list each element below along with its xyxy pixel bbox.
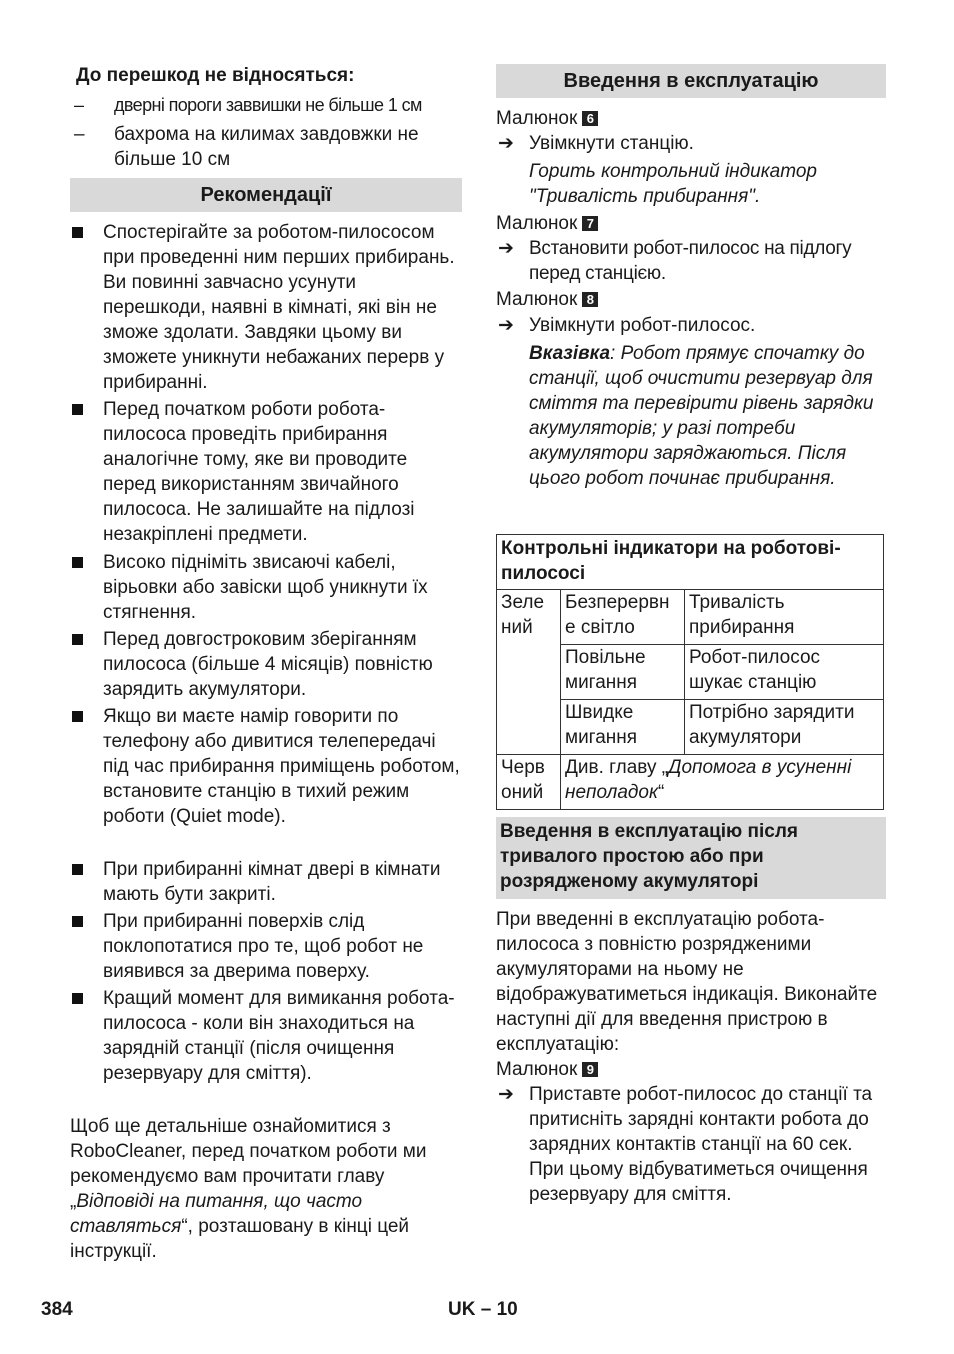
figure-number-badge: 6 bbox=[582, 111, 598, 126]
square-bullet-icon bbox=[72, 916, 83, 927]
figure-number-badge: 7 bbox=[582, 216, 598, 231]
step-item: ➔ Увімкнути станцію. bbox=[498, 133, 694, 154]
indicator-table-title: Контрольні індикатори на роботові-пилососі bbox=[497, 535, 884, 590]
figure-reference: Малюнок 7 bbox=[496, 211, 886, 236]
obstacle-item: – дверні пороги заввишки не більше 1 см bbox=[70, 93, 462, 118]
figure-number-badge: 9 bbox=[582, 1062, 598, 1077]
indicator-color-red: Черв оний bbox=[497, 755, 561, 810]
figure-reference: Малюнок 6 bbox=[496, 106, 886, 131]
indicator-meaning: Робот-пилосос шукає станцію bbox=[685, 645, 884, 700]
indicator-meaning: Потрібно зарядити акумулятори bbox=[685, 700, 884, 755]
dash-marker: – bbox=[74, 124, 85, 145]
note-label: Вказівка bbox=[529, 343, 611, 364]
arrow-right-icon: ➔ bbox=[498, 1084, 514, 1105]
indicator-table bbox=[496, 534, 884, 810]
square-bullet-icon bbox=[72, 711, 83, 722]
note-block: Вказівка: Робот прямує спочатку до станції, щоб очистити резервуар для сміття та перевірити рівень зарядки акумуляторів; у разі потреби акумулятори заряджаються. Після цього робот починає прибирання. bbox=[529, 343, 874, 489]
page-number: 384 bbox=[41, 1299, 73, 1320]
indicator-mode: Швидке мигання bbox=[561, 700, 685, 755]
square-bullet-icon bbox=[72, 864, 83, 875]
figure-reference: Малюнок 8 bbox=[496, 287, 886, 312]
recommendation-item: При прибиранні кімнат двері в кімнати мають бути закриті. bbox=[70, 857, 462, 907]
section-label: UK – 10 bbox=[448, 1299, 518, 1320]
step-item: ➔ Увімкнути робот-пилосос. bbox=[498, 315, 756, 336]
indicator-color-green: Зеле ний bbox=[497, 590, 561, 755]
recommendation-item: Кращий момент для вимикання робота-пилососа - коли він знаходиться на зарядній станції (після очищення резервуару для сміття). bbox=[70, 986, 462, 1086]
recommendation-item: Якщо ви маєте намір говорити по телефону або дивитися телепередачі під час прибирання приміщень роботом, встановите станцію в тихий режим роботи (Quiet mode). bbox=[70, 704, 462, 829]
step-item: ➔ Приставте робот-пилосос до станції та притисніть зарядні контакти робота до зарядних контактів станції на 60 сек. При цьому відбуватиметься очищення резервуару для сміття. bbox=[498, 1084, 873, 1205]
indicator-mode: Повільне мигання bbox=[561, 645, 685, 700]
figure-number-badge: 8 bbox=[582, 292, 598, 307]
restart-paragraph: При введенні в експлуатацію робота-пилососа з повністю розрядженими акумуляторами на ньому не відображуватиметься індикація. Виконайте наступні дії для введення пристрою в експлуатацію: bbox=[496, 909, 878, 1055]
square-bullet-icon bbox=[72, 404, 83, 415]
square-bullet-icon bbox=[72, 993, 83, 1004]
recommendation-item: Перед початком роботи робота-пилососа проведіть прибирання аналогічне тому, яке ви проводите перед використанням звичайного пилососа. Не залишайте на підлозі незакріплені предмети. bbox=[70, 397, 462, 547]
recommendation-item: Перед довгостроковим зберіганням пилососа (більше 4 місяців) повністю зарядить акумулятори. bbox=[70, 627, 462, 702]
step-result: Горить контрольний індикатор "Тривалість прибирання". bbox=[529, 161, 817, 207]
dash-marker: – bbox=[74, 95, 84, 115]
closing-paragraph: Щоб ще детальніше ознайомитися з RoboCleaner, перед початком роботи ми рекомендуємо вам прочитати главу „Відповіді на питання, що часто ставляться“, розташовану в кінці цей інструкції. bbox=[70, 1116, 427, 1262]
recommendation-item: При прибиранні поверхів слід поклопотатися про те, щоб робот не виявився за дверима поверху. bbox=[70, 909, 462, 984]
arrow-right-icon: ➔ bbox=[498, 238, 514, 259]
indicator-red-meaning: Див. главу „Допомога в усуненні неполадок“ bbox=[561, 755, 884, 810]
recommendations-heading: Рекомендації bbox=[70, 178, 462, 212]
arrow-right-icon: ➔ bbox=[498, 315, 514, 336]
step-item: ➔ Встановити робот-пилосос на підлогу перед станцією. bbox=[498, 238, 852, 284]
startup-heading: Введення в експлуатацію bbox=[496, 64, 886, 98]
square-bullet-icon bbox=[72, 227, 83, 238]
square-bullet-icon bbox=[72, 557, 83, 568]
recommendation-item: Високо підніміть звисаючі кабелі, вірьовки або завіски щоб уникнути їх стягнення. bbox=[70, 550, 462, 625]
obstacle-item: – бахрома на килимах завдовжки не більше 10 см bbox=[74, 124, 419, 170]
indicator-meaning: Тривалість прибирання bbox=[685, 590, 884, 645]
restart-heading: Введення в експлуатацію після тривалого простою або при розрядженому акумуляторі bbox=[496, 817, 886, 899]
square-bullet-icon bbox=[72, 634, 83, 645]
indicator-mode: Безперервн е світло bbox=[561, 590, 685, 645]
arrow-right-icon: ➔ bbox=[498, 133, 514, 154]
obstacles-title: До перешкод не відносяться: bbox=[76, 65, 355, 86]
figure-reference: Малюнок 9 bbox=[496, 1057, 886, 1082]
recommendation-item: Спостерігайте за роботом-пилососом при проведенні ним перших прибирань. Ви повинні завчасно усунути перешкоди, наявні в кімнаті, які він не зможе здолати. Завдяки цьому ви зможете уникнути небажаних перерв у прибиранні. bbox=[70, 220, 462, 395]
